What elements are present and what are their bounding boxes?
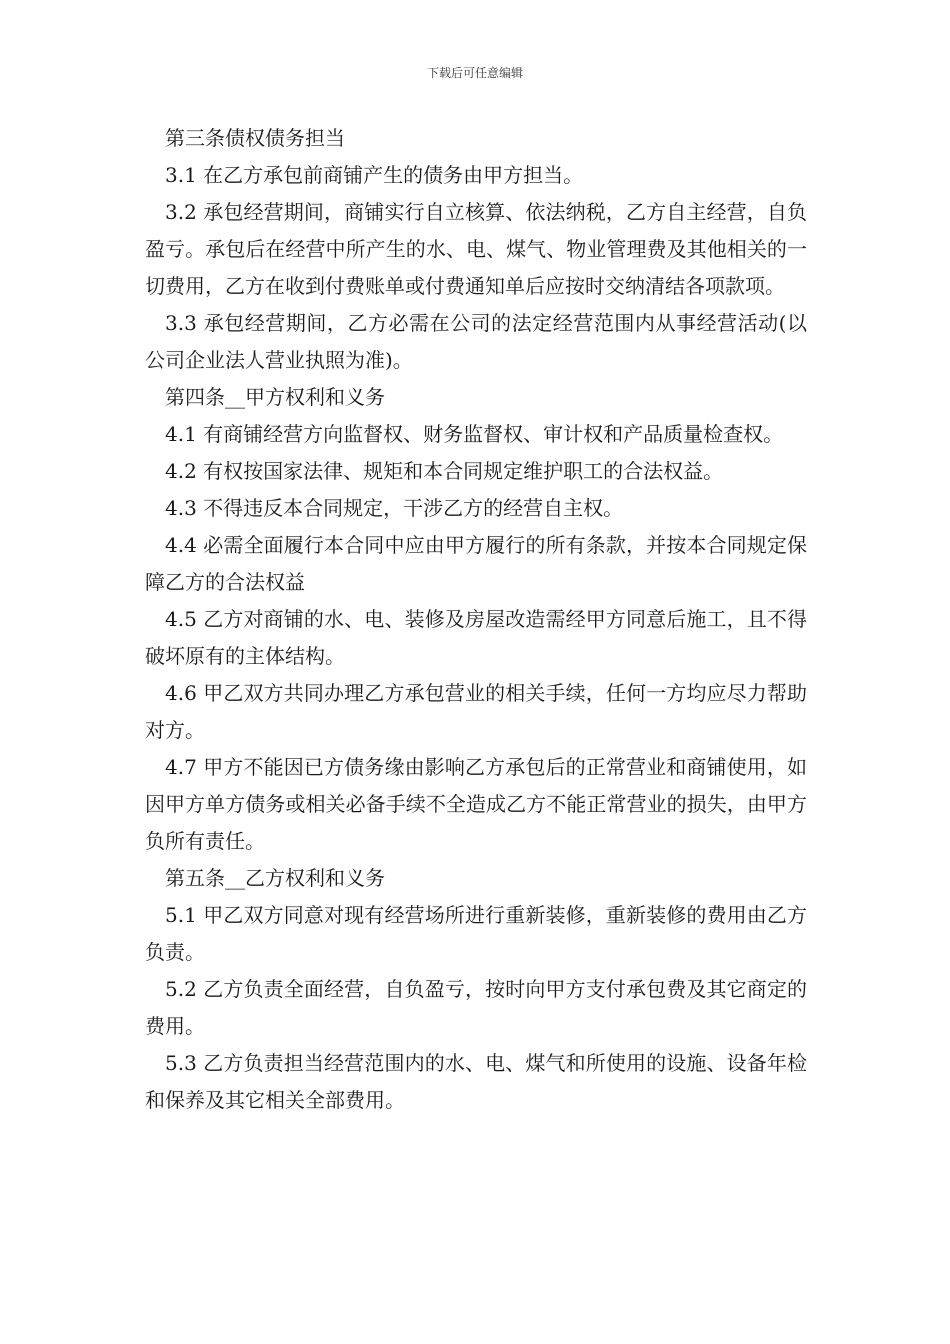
section-heading: 第四条__甲方权利和义务 <box>165 385 385 409</box>
section-heading: 第五条__乙方权利和义务 <box>165 866 385 890</box>
document-body <box>145 120 807 1119</box>
clause-paragraph: 4.7 甲方不能因已方债务缘由影响乙方承包后的正常营业和商铺使用，如因甲方单方债务或相关必备手续不全造成乙方不能正常营业的损失，由甲方负所有责任。 <box>145 755 807 853</box>
clause-paragraph: 5.2 乙方负责全面经营，自负盈亏，按时向甲方支付承包费及其它商定的费用。 <box>145 977 807 1038</box>
page-header: 下载后可任意编辑 <box>426 66 523 80</box>
clause-paragraph: 4.5 乙方对商铺的水、电、装修及房屋改造需经甲方同意后施工，且不得破坏原有的主体结构。 <box>145 607 807 668</box>
clause-paragraph: 4.3 不得违反本合同规定，干涉乙方的经营自主权。 <box>165 496 624 520</box>
section-heading: 第三条债权债务担当 <box>165 126 345 150</box>
clause-paragraph: 4.1 有商铺经营方向监督权、财务监督权、审计权和产品质量检查权。 <box>165 422 784 446</box>
clause-paragraph: 5.3 乙方负责担当经营范围内的水、电、煤气和所使用的设施、设备年检和保养及其它相关全部费用。 <box>145 1051 807 1112</box>
clause-paragraph: 3.1 在乙方承包前商铺产生的债务由甲方担当。 <box>165 163 584 187</box>
clause-paragraph: 4.4 必需全面履行本合同中应由甲方履行的所有条款，并按本合同规定保障乙方的合法权益 <box>145 533 807 594</box>
clause-paragraph: 3.2 承包经营期间，商铺实行自立核算、依法纳税，乙方自主经营，自负盈亏。承包后在经营中所产生的水、电、煤气、物业管理费及其他相关的一切费用，乙方在收到付费账单或付费通知单后应按时交纳清结各项款项。 <box>145 200 807 298</box>
clause-paragraph: 4.2 有权按国家法律、规矩和本合同规定维护职工的合法权益。 <box>165 459 724 483</box>
clause-paragraph: 3.3 承包经营期间，乙方必需在公司的法定经营范围内从事经营活动(以公司企业法人营业执照为准)。 <box>145 311 807 372</box>
clause-paragraph: 5.1 甲乙双方同意对现有经营场所进行重新装修，重新装修的费用由乙方负责。 <box>145 903 807 964</box>
clause-paragraph: 4.6 甲乙双方共同办理乙方承包营业的相关手续，任何一方均应尽力帮助对方。 <box>145 681 807 742</box>
